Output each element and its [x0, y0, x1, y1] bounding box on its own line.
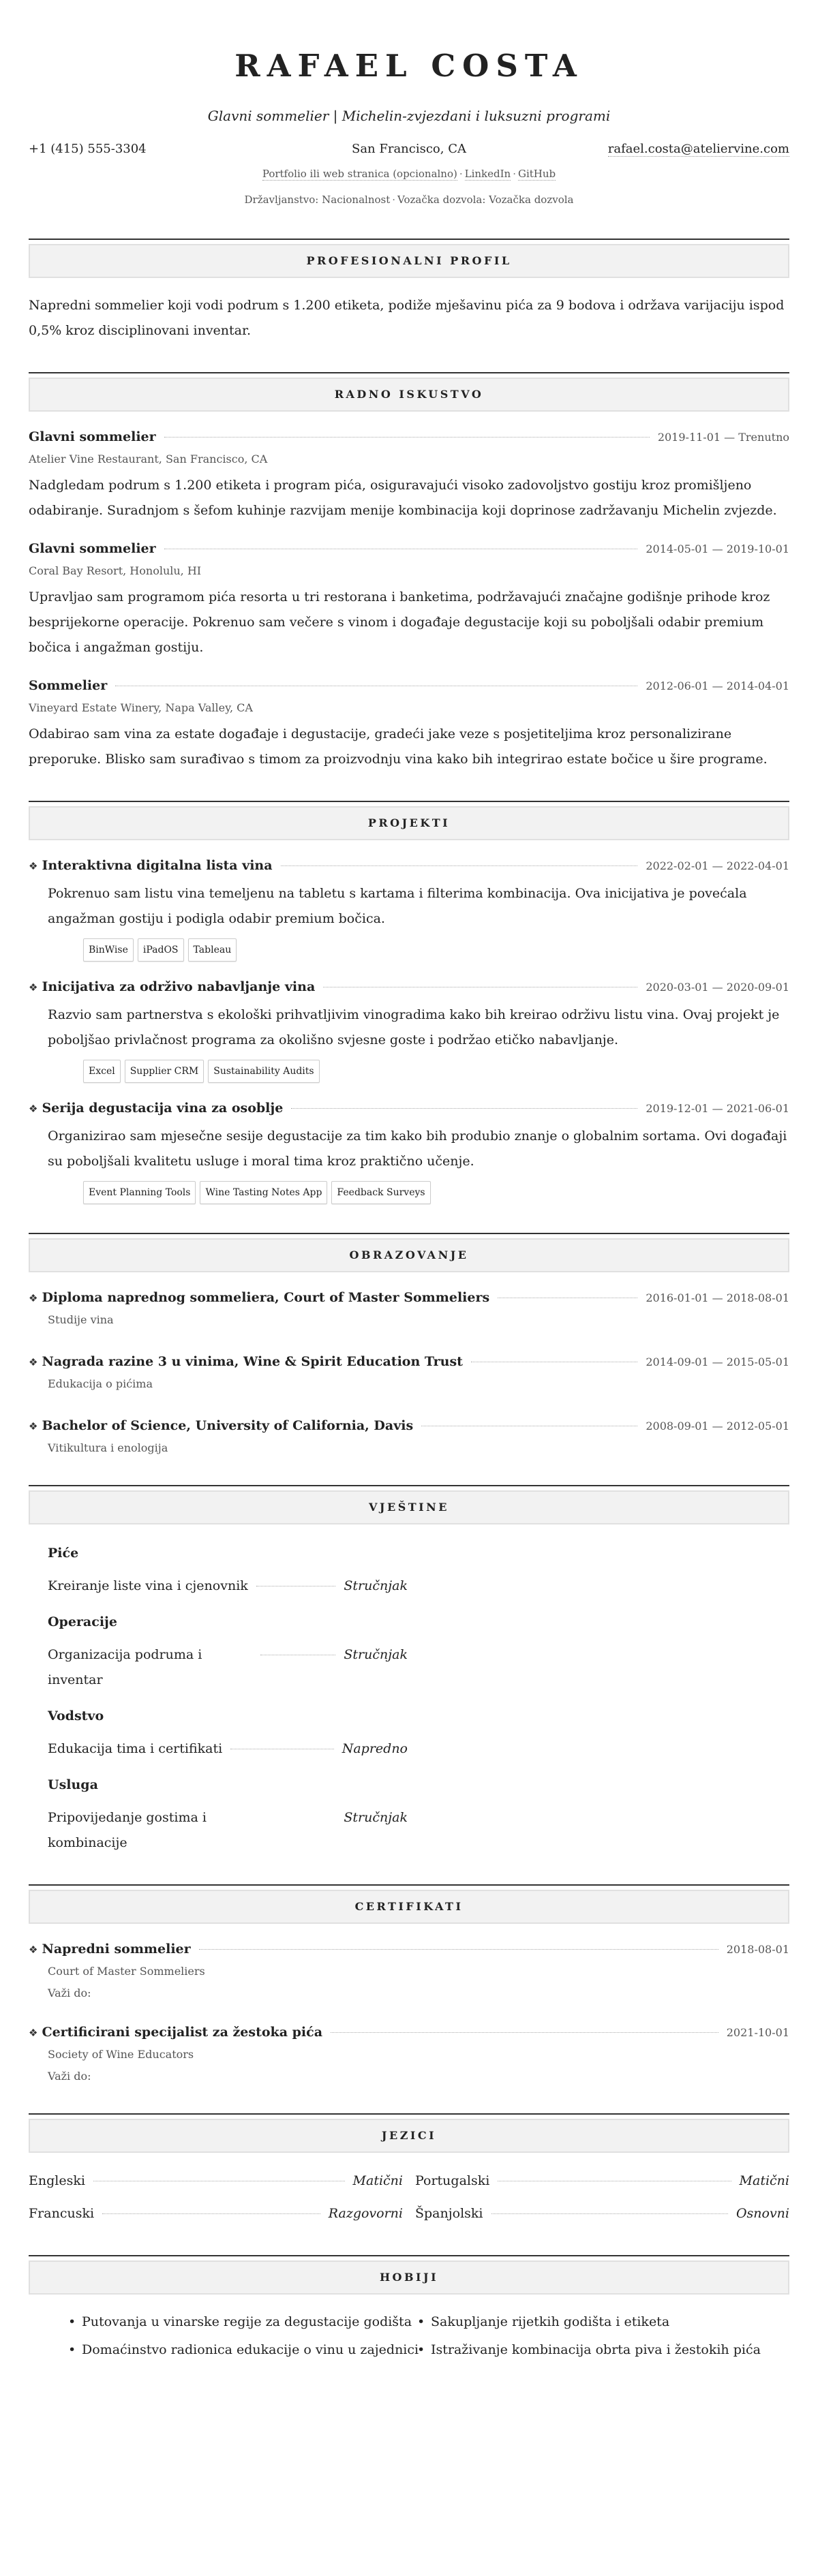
dotted-leader: [281, 865, 638, 866]
language-name: Francuski: [29, 2206, 95, 2221]
language-level: Matični: [352, 2173, 403, 2188]
diamond-bullet-icon: ❖: [29, 860, 38, 872]
certificate-date: 2018-08-01: [726, 1943, 789, 1956]
section-title: PROFESIONALNI PROFIL: [29, 244, 789, 278]
project-description: Pokrenuo sam listu vina temeljenu na tabletu s kartama i filterima kombinacija. Ova inicijativa je povećala angažman gostiju i podigla odabir premium bočica.: [48, 886, 747, 926]
skills-list: [29, 1524, 408, 1856]
project-title: Interaktivna digitalna lista vina: [42, 858, 273, 873]
diamond-bullet-icon: ❖: [29, 1292, 38, 1304]
section-title: HOBIJI: [29, 2260, 789, 2295]
skill-name: Edukacija tima i certifikati: [48, 1741, 223, 1756]
tech-tag: Feedback Surveys: [331, 1181, 430, 1204]
certificate-entry: [29, 1939, 789, 2002]
field-of-study: Edukacija o pićima: [48, 1377, 153, 1390]
certificate-date: 2021-10-01: [726, 2026, 789, 2039]
job-description: Odabirao sam vina za estate događaje i degustacije, gradeći jake veze s posjetiteljima kroz personalizirane preporuke. Blisko sam surađivao s timom za proizvodnju vina kako bih integrirao estate bočice u šire programe.: [29, 726, 768, 767]
certificate-valid-until: Važi do:: [48, 2070, 91, 2083]
project-entry: [29, 1098, 789, 1204]
degree-title: Bachelor of Science, University of California, Davis: [42, 1418, 414, 1433]
skill-group: [48, 1775, 408, 1856]
skill-level: Stručnjak: [344, 1647, 408, 1662]
project-description: Organizirao sam mjesečne sesije degustacije za tim kako bih produbio znanje o globalnim sortama. Ovi događaji su poboljšali kvalitetu usluge i moral tima kroz praktično učenje.: [48, 1129, 787, 1169]
tag-list: [29, 1181, 789, 1204]
language-name: Engleski: [29, 2173, 85, 2188]
job-dates: 2014-05-01 — 2019-10-01: [646, 542, 789, 555]
tag-list: [29, 1060, 789, 1083]
skill-level: Napredno: [342, 1741, 408, 1756]
certificate-valid-until: Važi do:: [48, 1987, 91, 1999]
project-description: Razvio sam partnerstva s ekološki prihvatljivim vinogradima kako bih kreirao održivu listu vina. Ovaj projekt je poboljšao privlačnost programa za okolišno svjesne goste i podržao etičko nabavljanje.: [48, 1007, 780, 1047]
location: San Francisco, CA: [351, 142, 466, 156]
diamond-bullet-icon: ❖: [29, 1103, 38, 1115]
section-hobbies: [29, 2255, 789, 2365]
section-title: RADNO ISKUSTVO: [29, 378, 789, 412]
skill-group: [48, 1706, 408, 1762]
project-dates: 2020-03-01 — 2020-09-01: [646, 981, 789, 994]
personal-meta: [29, 192, 789, 207]
hobby-item: • Istraživanje kombinacija obrta piva i žestokih pića: [413, 2337, 789, 2363]
job-title: Glavni sommelier: [29, 429, 156, 444]
employer: Coral Bay Resort, Honolulu, HI: [29, 564, 202, 577]
contact-row: [29, 140, 789, 158]
diamond-bullet-icon: ❖: [29, 1356, 38, 1368]
section-projects: [29, 801, 789, 1204]
dotted-leader: [491, 2213, 728, 2214]
education-dates: 2014-09-01 — 2015-05-01: [646, 1355, 789, 1368]
resume-header: [29, 0, 789, 207]
job-description: Nadgledam podrum s 1.200 etiketa i program pića, osiguravajući visoko zadovoljstvo gostiju kroz promišljeno odabiranje. Suradnjom s šefom kuhinje razvijam menije kombinacija koji doprinose zadržavanju Michelin zvjezde.: [29, 478, 777, 518]
job-title: Sommelier: [29, 678, 108, 693]
project-title: Serija degustacija vina za osoblje: [42, 1101, 284, 1116]
tech-tag: Excel: [83, 1060, 121, 1083]
tech-tag: Wine Tasting Notes App: [200, 1181, 327, 1204]
hobby-item: • Domaćinstvo radionica edukacije o vinu u zajednici: [64, 2337, 427, 2363]
project-dates: 2019-12-01 — 2021-06-01: [646, 1102, 789, 1115]
certificate-title: Napredni sommelier: [42, 1942, 191, 1957]
experience-entry: [29, 427, 789, 523]
job-dates: 2019-11-01 — Trenutno: [657, 431, 789, 444]
candidate-headline: Glavni sommelier | Michelin-zvjezdani i luksuzni programi: [207, 108, 611, 124]
tech-tag: Sustainability Audits: [208, 1060, 319, 1083]
diamond-bullet-icon: ❖: [29, 981, 38, 994]
tech-tag: iPadOS: [138, 938, 184, 962]
section-education: [29, 1233, 789, 1456]
certificate-entry: [29, 2022, 789, 2085]
phone: +1 (415) 555-3304: [29, 142, 147, 156]
citizenship: Državljanstvo: Nacionalnost: [244, 194, 391, 206]
skill-group: [48, 1612, 408, 1693]
hobby-item: • Sakupljanje rijetkih godišta i etiketa: [413, 2310, 789, 2335]
language-item: [415, 2201, 789, 2226]
language-item: [29, 2168, 403, 2194]
skill-group-title: Operacije: [48, 1614, 117, 1629]
profile-summary: Napredni sommelier koji vodi podrum s 1.200 etiketa, podiže mješavinu pića za 9 bodova i održava varijaciju ispod 0,5% kroz disciplinovani inventar.: [29, 298, 785, 338]
language-name: Španjolski: [415, 2206, 483, 2221]
certificate-issuer: Court of Master Sommeliers: [48, 1965, 205, 1978]
drivers-license: Vozačka dozvola: Vozačka dozvola: [397, 194, 574, 206]
skill-name: Organizacija podruma i inventar: [48, 1647, 202, 1687]
language-name: Portugalski: [415, 2173, 490, 2188]
tech-tag: Tableau: [188, 938, 237, 962]
dotted-leader: [164, 437, 650, 438]
education-dates: 2008-09-01 — 2012-05-01: [646, 1420, 789, 1432]
tech-tag: BinWise: [83, 938, 134, 962]
skill-group-title: Piće: [48, 1546, 79, 1561]
skill-group-title: Vodstvo: [48, 1708, 104, 1723]
dotted-leader: [199, 1949, 718, 1950]
project-title: Inicijativa za održivo nabavljanje vina: [42, 979, 316, 994]
job-description: Upravljao sam programom pića resorta u tri restorana i banketima, podržavajući značajne godišnje prihode kroz besprijekorne operacije. Pokrenuo sam večere s vinom i događaje degustacije koji su poboljšali odabir premium bočica i angažman gostiju.: [29, 589, 770, 655]
github-link[interactable]: GitHub: [518, 168, 556, 180]
section-title: OBRAZOVANJE: [29, 1238, 789, 1272]
experience-entry: [29, 675, 789, 772]
employer: Vineyard Estate Winery, Napa Valley, CA: [29, 701, 253, 714]
hobby-item: • Putovanja u vinarske regije za degustacije godišta: [64, 2310, 427, 2335]
language-item: [415, 2168, 789, 2194]
tag-list: [29, 938, 789, 962]
project-entry: [29, 977, 789, 1083]
tech-tag: Supplier CRM: [125, 1060, 204, 1083]
portfolio-link[interactable]: Portfolio ili web stranica (opcionalno): [262, 168, 457, 180]
project-dates: 2022-02-01 — 2022-04-01: [646, 859, 789, 872]
candidate-name: RAFAEL COSTA: [234, 48, 584, 84]
job-title: Glavni sommelier: [29, 541, 156, 556]
section-experience: [29, 372, 789, 772]
skill-group-title: Usluga: [48, 1777, 98, 1792]
section-title: JEZICI: [29, 2119, 789, 2153]
hobbies-column: [413, 2310, 789, 2365]
tech-tag: Event Planning Tools: [83, 1181, 196, 1204]
skill-level: Stručnjak: [344, 1810, 408, 1825]
education-dates: 2016-01-01 — 2018-08-01: [646, 1291, 789, 1304]
language-item: [29, 2201, 403, 2226]
experience-entry: [29, 538, 789, 660]
dotted-leader: [291, 1108, 637, 1109]
section-title: PROJEKTI: [29, 806, 789, 840]
education-entry: [29, 1415, 789, 1456]
section-profile: [29, 239, 789, 343]
degree-title: Nagrada razine 3 u vinima, Wine & Spirit Education Trust: [42, 1354, 463, 1369]
languages-list: [29, 2153, 789, 2226]
section-skills: [29, 1485, 789, 1856]
certificate-issuer: Society of Wine Educators: [48, 2048, 194, 2061]
field-of-study: Vitikultura i enologija: [48, 1441, 168, 1454]
section-title: CERTIFIKATI: [29, 1890, 789, 1924]
profile-links: [29, 166, 789, 181]
linkedin-link[interactable]: LinkedIn: [464, 168, 511, 180]
hobbies-list: [29, 2295, 789, 2365]
job-dates: 2012-06-01 — 2014-04-01: [646, 679, 789, 692]
field-of-study: Studije vina: [48, 1313, 114, 1326]
project-entry: [29, 855, 789, 962]
diamond-bullet-icon: ❖: [29, 1420, 38, 1432]
skill-name: Kreiranje liste vina i cjenovnik: [48, 1578, 248, 1593]
diamond-bullet-icon: ❖: [29, 1944, 38, 1956]
separator: ·: [392, 194, 396, 206]
language-level: Osnovni: [736, 2206, 789, 2221]
language-level: Razgovorni: [328, 2206, 403, 2221]
skill-name: Pripovijedanje gostima i kombinacije: [48, 1810, 207, 1850]
section-certificates: [29, 1884, 789, 2085]
dotted-leader: [331, 2032, 718, 2033]
section-languages: [29, 2113, 789, 2226]
education-entry: [29, 1351, 789, 1392]
skill-group: [48, 1544, 408, 1599]
diamond-bullet-icon: ❖: [29, 2027, 38, 2039]
section-title: VJEŠTINE: [29, 1490, 789, 1524]
language-level: Matični: [739, 2173, 789, 2188]
skill-level: Stručnjak: [344, 1578, 408, 1593]
separator: ·: [513, 168, 516, 180]
education-entry: [29, 1287, 789, 1328]
hobbies-column: [64, 2310, 427, 2365]
employer: Atelier Vine Restaurant, San Francisco, CA: [29, 453, 268, 465]
dotted-leader: [102, 2213, 320, 2214]
degree-title: Diploma naprednog sommeliera, Court of Master Sommeliers: [42, 1290, 490, 1305]
certificate-title: Certificirani specijalist za žestoka pića: [42, 2025, 323, 2040]
separator: ·: [459, 168, 463, 180]
email-link[interactable]: rafael.costa@ateliervine.com: [607, 142, 789, 156]
